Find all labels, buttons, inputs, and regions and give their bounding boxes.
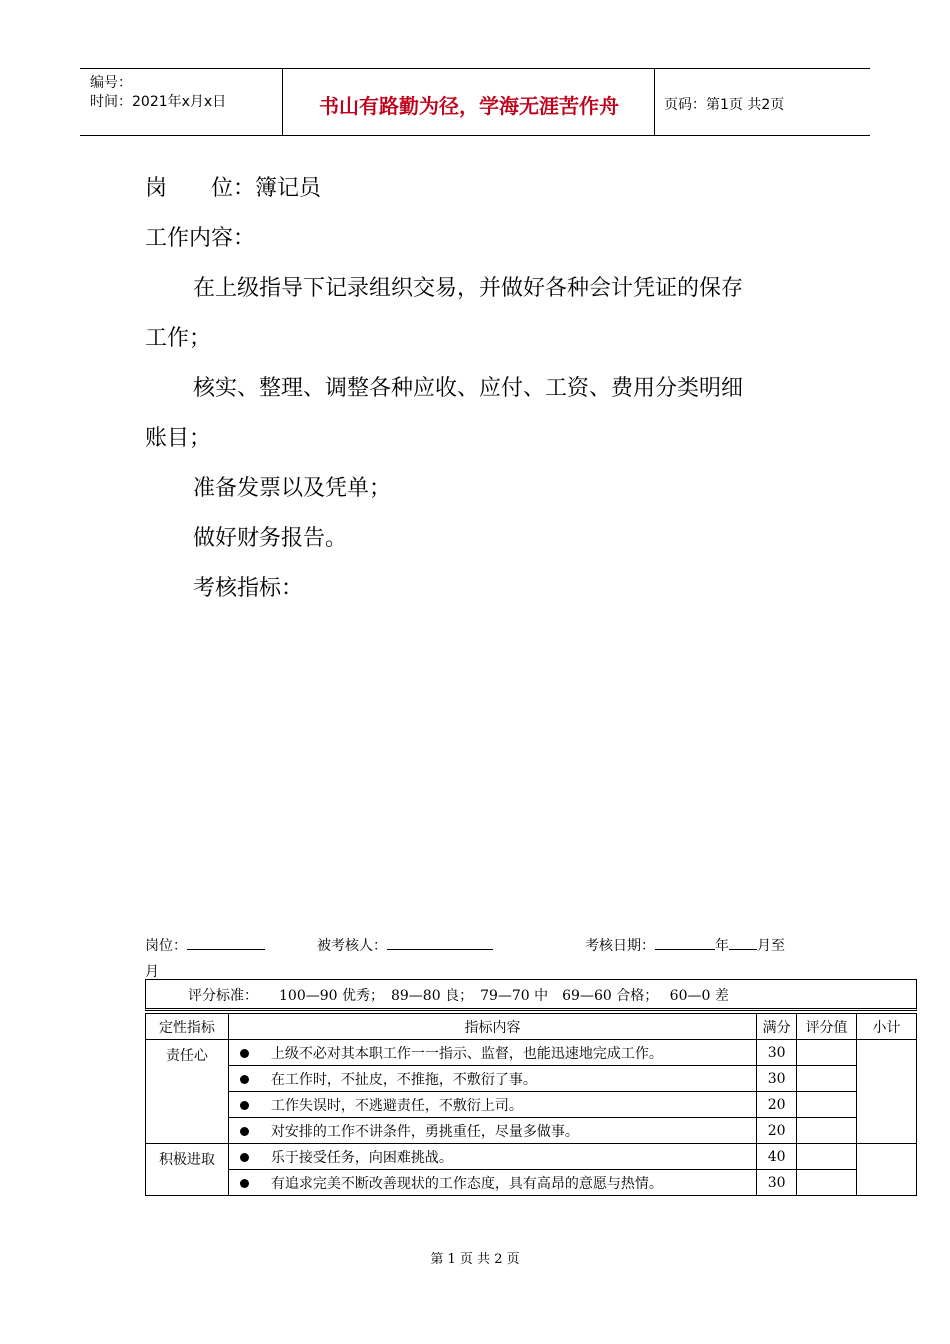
bullet-icon (240, 1153, 249, 1162)
month-blank[interactable] (729, 935, 757, 950)
bullet-icon (240, 1127, 249, 1136)
header-score: 评分值 (797, 1014, 857, 1040)
duty-paragraph-1-line-1: 在上级指导下记录组织交易，并做好各种会计凭证的保存 (193, 276, 744, 301)
table-row (146, 1066, 917, 1092)
score-cell[interactable] (797, 1066, 857, 1092)
assessment-position-label: 岗位： (145, 938, 187, 954)
work-content-title: 工作内容： (145, 226, 256, 251)
duty-paragraph-1-line-2: 工作； (145, 326, 212, 351)
content-text: 对安排的工作不讲条件，勇挑重任，尽量多做事。 (270, 1123, 579, 1140)
table-row (146, 1170, 917, 1196)
assessment-table (145, 1013, 917, 1196)
content-cell (228, 1092, 756, 1118)
duty-paragraph-2-line-1: 核实、整理、调整各种应收、应付、工资、费用分类明细 (193, 376, 744, 401)
full-score-cell: 30 (757, 1066, 797, 1092)
content-cell (228, 1040, 756, 1066)
content-text: 上级不必对其本职工作一一指示、监督，也能迅速地完成工作。 (270, 1045, 663, 1062)
year-label: 年 (715, 938, 729, 954)
score-cell[interactable] (797, 1118, 857, 1144)
header-top-rule (80, 68, 870, 69)
content-text: 有追求完美不断改善现状的工作态度，具有高昂的意愿与热情。 (270, 1175, 663, 1192)
full-score-cell: 30 (757, 1040, 797, 1066)
content-cell (228, 1066, 756, 1092)
content-cell (228, 1170, 756, 1196)
score-cell[interactable] (797, 1170, 857, 1196)
scoring-standard-text: 评分标准： 100—90 优秀； 89—80 良； 79—70 中 69—60 合格； 60—0 差 (188, 988, 729, 1004)
header-content: 指标内容 (228, 1014, 756, 1040)
assessee-blank[interactable] (387, 935, 493, 950)
table-row (146, 1118, 917, 1144)
position-blank[interactable] (187, 935, 265, 950)
bullet-icon (240, 1049, 249, 1058)
month-end-label: 月 (145, 964, 159, 980)
header-subtotal: 小计 (857, 1014, 917, 1040)
content-cell (228, 1144, 756, 1170)
assessee-label: 被考核人： (317, 938, 387, 954)
subtotal-cell[interactable] (857, 1040, 917, 1144)
bullet-icon (240, 1075, 249, 1084)
header-full-score: 满分 (757, 1014, 797, 1040)
table-row (146, 1040, 917, 1066)
position-line: 岗 位：簿记员 (145, 176, 322, 201)
header-time-label: 时间：2021年x月x日 (90, 94, 227, 110)
header-number-label: 编号： (90, 75, 132, 91)
full-score-cell: 30 (757, 1170, 797, 1196)
table-row (146, 1144, 917, 1170)
scoring-standard-box (145, 979, 917, 1011)
duty-paragraph-2-line-2: 账目； (145, 426, 212, 451)
score-cell[interactable] (797, 1144, 857, 1170)
table-row (146, 1092, 917, 1118)
duty-paragraph-4: 做好财务报告。 (193, 526, 348, 551)
bullet-icon (240, 1179, 249, 1188)
page-footer: 第 1 页 共 2 页 (430, 1252, 520, 1267)
full-score-cell: 40 (757, 1144, 797, 1170)
header-category: 定性指标 (146, 1014, 229, 1040)
content-cell (228, 1118, 756, 1144)
header-page-label: 页码：第1页 共2页 (664, 97, 785, 113)
score-cell[interactable] (797, 1092, 857, 1118)
date-label: 考核日期： (585, 938, 655, 954)
content-text: 工作失误时，不逃避责任，不敷衍上司。 (270, 1097, 523, 1114)
content-text: 乐于接受任务，向困难挑战。 (270, 1149, 453, 1166)
content-text: 在工作时，不扯皮，不推拖，不敷衍了事。 (270, 1071, 537, 1088)
assessment-assessee-field (317, 935, 493, 955)
assessment-position-field (145, 935, 265, 955)
duty-paragraph-3: 准备发票以及凭单； (193, 476, 392, 501)
year-blank[interactable] (655, 935, 715, 950)
assessment-date-field (585, 935, 785, 955)
table-header-row (146, 1014, 917, 1040)
kpi-title: 考核指标： (193, 576, 304, 601)
header-motto: 书山有路勤为径，学海无涯苦作舟 (319, 94, 619, 118)
category-cell: 积极进取 (146, 1144, 229, 1196)
header-bottom-rule (80, 135, 870, 136)
full-score-cell: 20 (757, 1118, 797, 1144)
month-to-label: 月至 (757, 938, 785, 954)
bullet-icon (240, 1101, 249, 1110)
subtotal-cell[interactable] (857, 1144, 917, 1196)
full-score-cell: 20 (757, 1092, 797, 1118)
score-cell[interactable] (797, 1040, 857, 1066)
category-cell: 责任心 (146, 1040, 229, 1144)
